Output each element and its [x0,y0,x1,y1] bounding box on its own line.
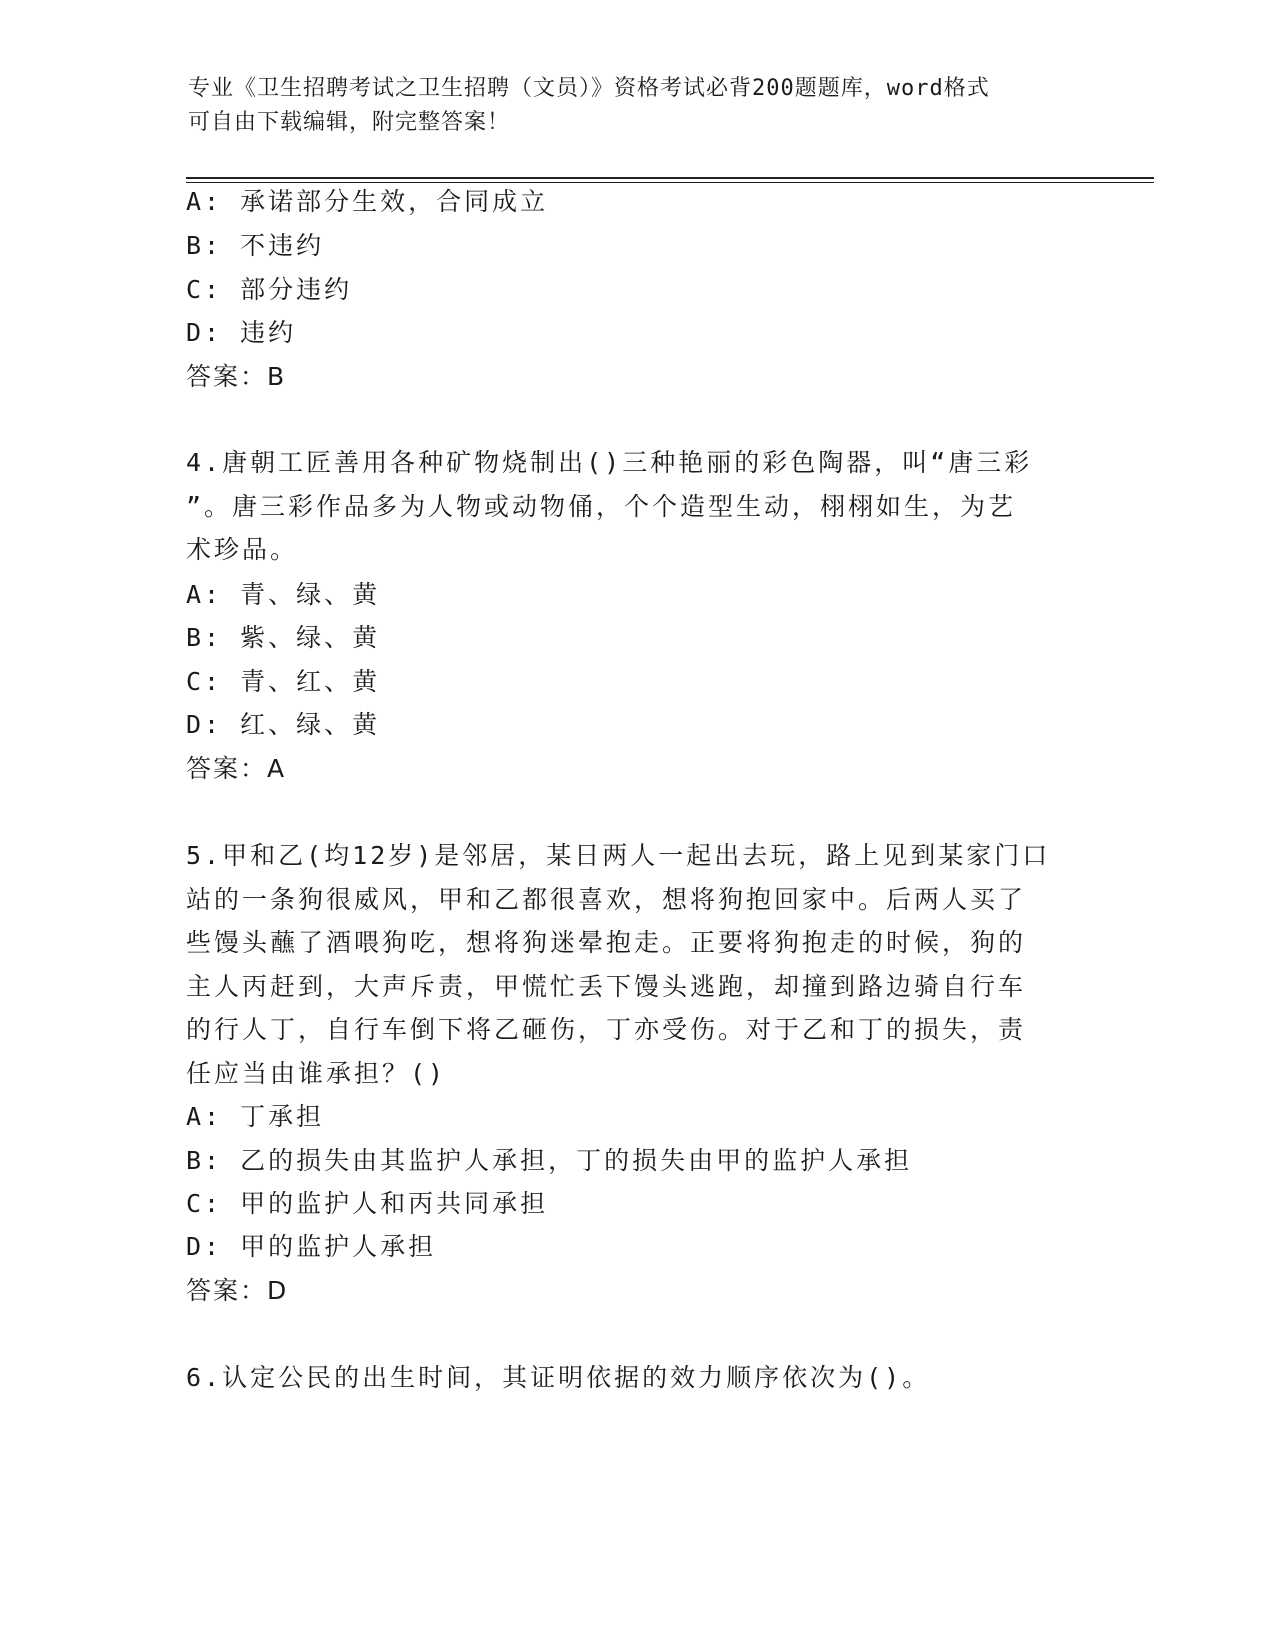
q3-option-c: C: 部分违约 [186,275,353,304]
q3-option-d: D: 违约 [186,318,297,347]
q5-text-line-6: 任应当由谁承担？() [186,1059,447,1088]
q6-text-line-1: 6.认定公民的出生时间，其证明依据的效力顺序依次为()。 [186,1363,931,1392]
q3-answer: 答案：B [186,362,287,391]
q5-option-c: C: 甲的监护人和丙共同承担 [186,1189,549,1218]
q5-option-b: B: 乙的损失由其监护人承担，丁的损失由甲的监护人承担 [186,1146,913,1175]
q3-option-a: A: 承诺部分生效，合同成立 [186,187,549,216]
q4-option-a: A: 青、绿、黄 [186,580,381,609]
q4-answer: 答案：A [186,754,287,783]
header-line-2: 可自由下载编辑，附完整答案！ [188,110,511,135]
q4-option-d: D: 红、绿、黄 [186,710,381,739]
q5-text-line-5: 的行人丁，自行车倒下将乙砸伤，丁亦受伤。对于乙和丁的损失，责 [186,1015,1027,1044]
q5-text-line-2: 站的一条狗很威风，甲和乙都很喜欢，想将狗抱回家中。后两人买了 [186,885,1027,914]
q4-text-line-1: 4.唐朝工匠善用各种矿物烧制出()三种艳丽的彩色陶器，叫“唐三彩 [186,448,1033,477]
q5-text-line-3: 些馒头蘸了酒喂狗吃，想将狗迷晕抱走。正要将狗抱走的时候，狗的 [186,928,1027,957]
q5-text-line-4: 主人丙赶到，大声斥责，甲慌忙丢下馒头逃跑，却撞到路边骑自行车 [186,972,1027,1001]
q4-text-line-3: 术珍品。 [186,535,299,564]
q3-option-b: B: 不违约 [186,231,325,260]
q4-text-line-2: ”。唐三彩作品多为人物或动物俑，个个造型生动，栩栩如生，为艺 [186,492,1017,521]
header-rule [186,177,1154,179]
q5-text-line-1: 5.甲和乙(均12岁)是邻居，某日两人一起出去玩，路上见到某家门口 [186,841,1051,870]
q5-option-d: D: 甲的监护人承担 [186,1232,437,1261]
header-rule-thin [186,182,1154,183]
q4-option-b: B: 紫、绿、黄 [186,623,381,652]
header-line-1: 专业《卫生招聘考试之卫生招聘（文员）》资格考试必背200题题库，word格式 [188,76,990,101]
q4-option-c: C: 青、红、黄 [186,667,381,696]
q5-answer: 答案：D [186,1276,289,1305]
q5-option-a: A: 丁承担 [186,1102,325,1131]
document-header [188,72,1088,140]
